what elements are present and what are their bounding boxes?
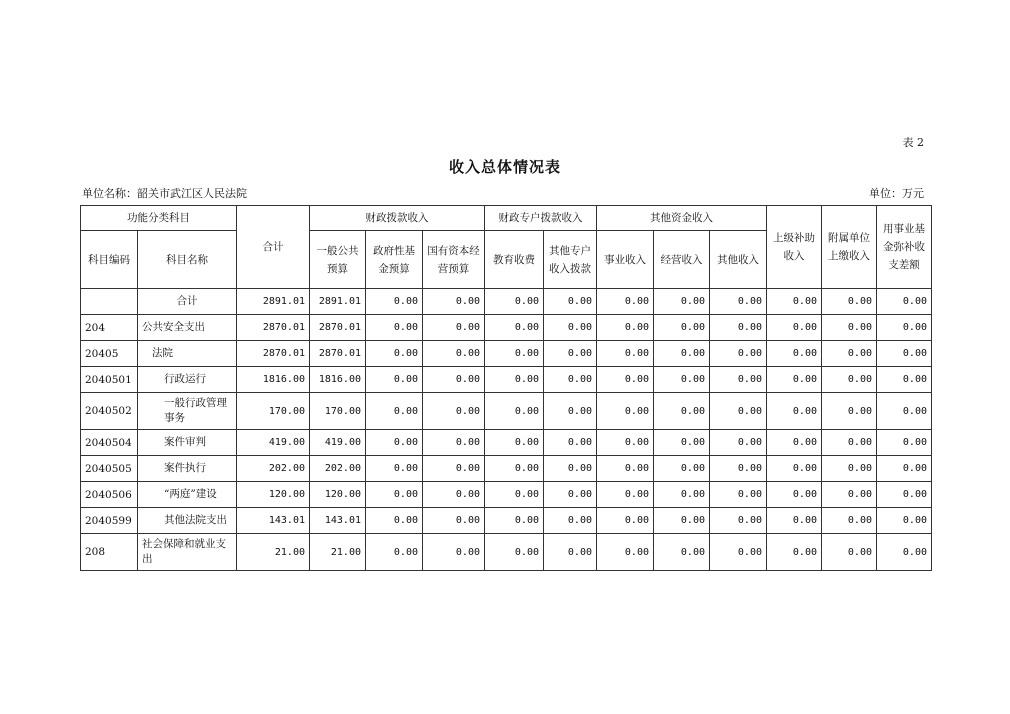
- cell-value: 2870.01: [310, 315, 366, 341]
- table-number: 表 2: [902, 136, 924, 149]
- cell-value: 0.00: [485, 367, 544, 393]
- cell-value: 0.00: [654, 482, 710, 508]
- cell-value: 0.00: [654, 430, 710, 456]
- cell-code: 2040502: [81, 393, 138, 430]
- cell-name: 合计: [138, 289, 237, 315]
- cell-value: 0.00: [366, 289, 423, 315]
- cell-value: 0.00: [877, 289, 932, 315]
- cell-value: 0.00: [767, 534, 822, 571]
- cell-value: 0.00: [822, 289, 877, 315]
- cell-value: 0.00: [597, 289, 654, 315]
- cell-value: 0.00: [544, 289, 597, 315]
- header-business: 事业收入: [597, 231, 654, 289]
- cell-value: 0.00: [877, 315, 932, 341]
- cell-code: 2040504: [81, 430, 138, 456]
- cell-value: 202.00: [237, 456, 310, 482]
- cell-value: 0.00: [366, 482, 423, 508]
- cell-value: 0.00: [822, 393, 877, 430]
- cell-name: “两庭”建设: [138, 482, 237, 508]
- cell-value: 0.00: [654, 508, 710, 534]
- cell-value: 0.00: [822, 341, 877, 367]
- cell-value: 0.00: [544, 482, 597, 508]
- header-special: 财政专户拨款收入: [485, 206, 597, 231]
- cell-value: 0.00: [822, 315, 877, 341]
- cell-value: 1816.00: [237, 367, 310, 393]
- table-row: [81, 430, 932, 456]
- cell-value: 0.00: [710, 367, 767, 393]
- cell-value: 0.00: [877, 393, 932, 430]
- header-edu-fee: 教育收费: [485, 231, 544, 289]
- cell-value: 0.00: [710, 393, 767, 430]
- cell-value: 0.00: [544, 456, 597, 482]
- cell-code: 204: [81, 315, 138, 341]
- cell-code: 208: [81, 534, 138, 571]
- cell-value: 419.00: [237, 430, 310, 456]
- header-superior: 上级补助收入: [767, 206, 822, 289]
- cell-value: 0.00: [654, 367, 710, 393]
- cell-value: 0.00: [822, 534, 877, 571]
- cell-value: 0.00: [767, 315, 822, 341]
- cell-value: 0.00: [654, 393, 710, 430]
- cell-value: 0.00: [423, 534, 485, 571]
- cell-value: 0.00: [597, 456, 654, 482]
- cell-value: 0.00: [423, 341, 485, 367]
- cell-name: 其他法院支出: [138, 508, 237, 534]
- header-fund-offset: 用事业基金弥补收支差额: [877, 206, 932, 289]
- header-affiliated: 附属单位上缴收入: [822, 206, 877, 289]
- cell-value: 0.00: [423, 289, 485, 315]
- cell-code: 2040505: [81, 456, 138, 482]
- cell-value: 0.00: [485, 341, 544, 367]
- cell-value: 170.00: [237, 393, 310, 430]
- cell-value: 0.00: [366, 430, 423, 456]
- cell-value: 0.00: [710, 508, 767, 534]
- cell-value: 0.00: [423, 430, 485, 456]
- cell-value: 0.00: [767, 508, 822, 534]
- cell-value: 0.00: [544, 430, 597, 456]
- cell-value: 0.00: [767, 393, 822, 430]
- cell-value: 120.00: [310, 482, 366, 508]
- cell-value: 0.00: [822, 456, 877, 482]
- cell-value: 0.00: [877, 482, 932, 508]
- cell-value: 0.00: [366, 456, 423, 482]
- cell-value: 0.00: [544, 367, 597, 393]
- header-func-class: 功能分类科目: [81, 206, 237, 231]
- table-row: [81, 341, 932, 367]
- cell-value: 120.00: [237, 482, 310, 508]
- cell-value: 0.00: [710, 289, 767, 315]
- cell-value: 2870.01: [237, 315, 310, 341]
- table-row: [81, 367, 932, 393]
- header-fiscal: 财政拨款收入: [310, 206, 485, 231]
- cell-value: 0.00: [597, 534, 654, 571]
- cell-value: 0.00: [710, 482, 767, 508]
- cell-value: 0.00: [485, 456, 544, 482]
- cell-value: 0.00: [423, 482, 485, 508]
- cell-value: 0.00: [877, 534, 932, 571]
- header-total: 合计: [237, 206, 310, 289]
- cell-code: 2040599: [81, 508, 138, 534]
- cell-value: 0.00: [423, 456, 485, 482]
- header-gov-fund: 政府性基金预算: [366, 231, 423, 289]
- cell-value: 0.00: [366, 393, 423, 430]
- cell-value: 0.00: [544, 534, 597, 571]
- cell-value: 0.00: [544, 341, 597, 367]
- cell-value: 0.00: [366, 315, 423, 341]
- cell-value: 0.00: [654, 534, 710, 571]
- cell-value: 0.00: [710, 534, 767, 571]
- cell-value: 0.00: [767, 341, 822, 367]
- cell-code: 2040501: [81, 367, 138, 393]
- cell-value: 1816.00: [310, 367, 366, 393]
- cell-value: 0.00: [366, 508, 423, 534]
- cell-name: 社会保障和就业支出: [138, 534, 237, 571]
- cell-value: 0.00: [366, 534, 423, 571]
- cell-value: 0.00: [710, 430, 767, 456]
- cell-value: 2870.01: [237, 341, 310, 367]
- cell-value: 0.00: [597, 508, 654, 534]
- cell-value: 0.00: [597, 367, 654, 393]
- currency-unit-label: 单位：万元: [869, 187, 924, 200]
- cell-value: 0.00: [366, 341, 423, 367]
- unit-name-label: 单位名称：韶关市武江区人民法院: [82, 187, 247, 200]
- cell-value: 0.00: [485, 508, 544, 534]
- cell-value: 0.00: [654, 289, 710, 315]
- table-header: [81, 206, 932, 289]
- cell-value: 2870.01: [310, 341, 366, 367]
- cell-value: 0.00: [423, 508, 485, 534]
- cell-value: 143.01: [310, 508, 366, 534]
- header-name: 科目名称: [138, 231, 237, 289]
- cell-value: 0.00: [544, 393, 597, 430]
- cell-value: 419.00: [310, 430, 366, 456]
- header-code: 科目编码: [81, 231, 138, 289]
- cell-value: 0.00: [597, 341, 654, 367]
- cell-name: 案件审判: [138, 430, 237, 456]
- cell-name: 行政运行: [138, 367, 237, 393]
- cell-code: 20405: [81, 341, 138, 367]
- cell-value: 0.00: [485, 430, 544, 456]
- table-row: [81, 456, 932, 482]
- cell-value: 0.00: [597, 315, 654, 341]
- cell-value: 0.00: [366, 367, 423, 393]
- cell-value: 0.00: [485, 315, 544, 341]
- cell-value: 0.00: [485, 289, 544, 315]
- table-row: [81, 534, 932, 571]
- cell-value: 0.00: [710, 341, 767, 367]
- cell-value: 0.00: [877, 367, 932, 393]
- cell-value: 170.00: [310, 393, 366, 430]
- cell-value: 0.00: [485, 393, 544, 430]
- cell-value: 0.00: [597, 393, 654, 430]
- cell-value: 0.00: [597, 482, 654, 508]
- cell-value: 0.00: [654, 341, 710, 367]
- cell-name: 公共安全支出: [138, 315, 237, 341]
- cell-value: 0.00: [710, 456, 767, 482]
- header-general: 一般公共预算: [310, 231, 366, 289]
- cell-value: 0.00: [423, 393, 485, 430]
- cell-value: 202.00: [310, 456, 366, 482]
- cell-value: 2891.01: [310, 289, 366, 315]
- table-row: [81, 393, 932, 430]
- cell-name: 一般行政管理事务: [138, 393, 237, 430]
- cell-value: 0.00: [767, 289, 822, 315]
- cell-value: 0.00: [423, 367, 485, 393]
- cell-value: 0.00: [767, 367, 822, 393]
- cell-value: 0.00: [877, 508, 932, 534]
- cell-value: 0.00: [710, 315, 767, 341]
- cell-value: 21.00: [310, 534, 366, 571]
- table-row: [81, 315, 932, 341]
- cell-value: 0.00: [822, 367, 877, 393]
- header-other-income: 其他收入: [710, 231, 767, 289]
- cell-code: 2040506: [81, 482, 138, 508]
- header-operating: 经营收入: [654, 231, 710, 289]
- cell-value: 0.00: [877, 430, 932, 456]
- cell-value: 2891.01: [237, 289, 310, 315]
- table-row: [81, 289, 932, 315]
- cell-value: 0.00: [654, 456, 710, 482]
- cell-value: 0.00: [767, 482, 822, 508]
- cell-value: 143.01: [237, 508, 310, 534]
- cell-value: 0.00: [767, 456, 822, 482]
- cell-value: 0.00: [485, 534, 544, 571]
- cell-value: 0.00: [822, 430, 877, 456]
- cell-value: 0.00: [654, 315, 710, 341]
- table-body: [81, 289, 932, 571]
- header-other-special: 其他专户收入拨款: [544, 231, 597, 289]
- income-summary-table: [80, 205, 932, 571]
- cell-name: 案件执行: [138, 456, 237, 482]
- cell-name: 法院: [138, 341, 237, 367]
- cell-value: 21.00: [237, 534, 310, 571]
- cell-value: 0.00: [544, 315, 597, 341]
- cell-code: [81, 289, 138, 315]
- cell-value: 0.00: [877, 341, 932, 367]
- cell-value: 0.00: [544, 508, 597, 534]
- cell-value: 0.00: [485, 482, 544, 508]
- cell-value: 0.00: [877, 456, 932, 482]
- cell-value: 0.00: [822, 508, 877, 534]
- cell-value: 0.00: [822, 482, 877, 508]
- table-row: [81, 508, 932, 534]
- header-state-capital: 国有资本经营预算: [423, 231, 485, 289]
- cell-value: 0.00: [597, 430, 654, 456]
- table-row: [81, 482, 932, 508]
- page-title: 收入总体情况表: [448, 158, 561, 176]
- cell-value: 0.00: [423, 315, 485, 341]
- header-other-funds: 其他资金收入: [597, 206, 767, 231]
- cell-value: 0.00: [767, 430, 822, 456]
